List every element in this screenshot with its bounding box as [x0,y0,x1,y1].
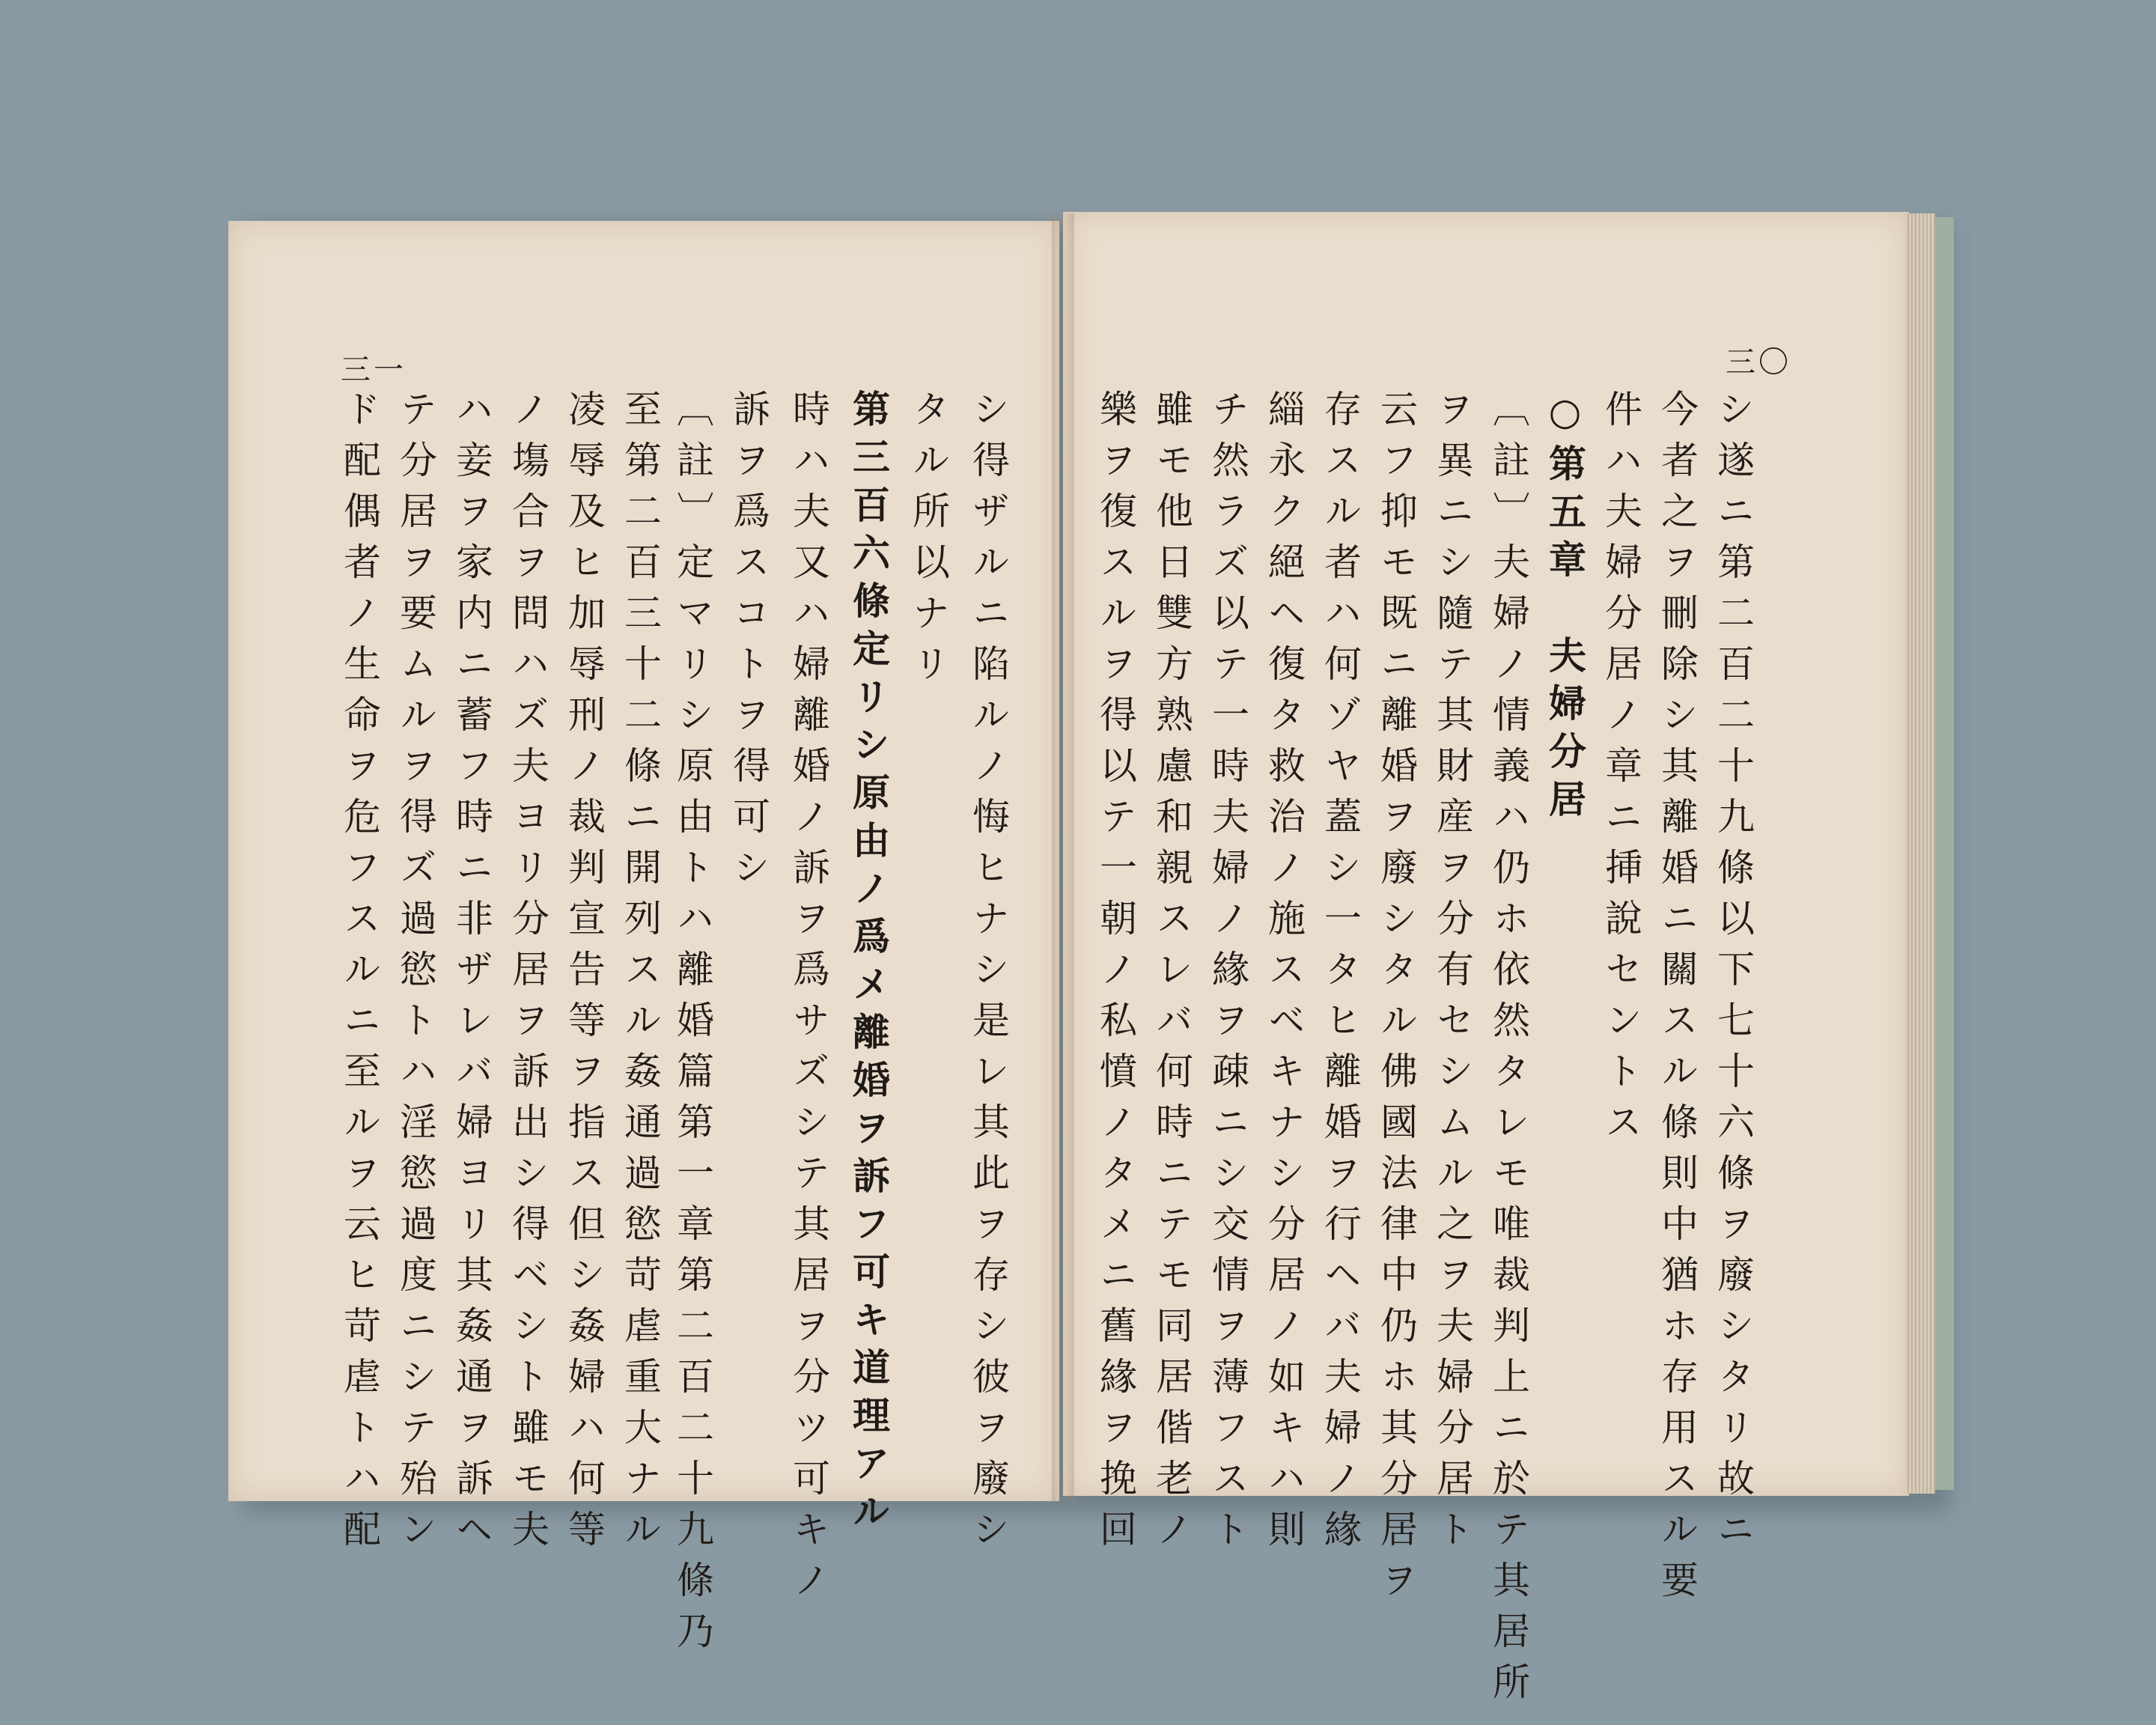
left-col-11: テ分居ヲ要ムルヲ得ズ過慾トハ淫慾過度ニシテ殆ン [394,389,437,1560]
right-col-11: 雖モ他日雙方熟慮和親スレバ何時ニテモ同居偕老ノ [1150,389,1193,1560]
left-col-5: 訴ヲ爲スコトヲ得可シ [727,389,770,898]
right-col-12: 樂ヲ復スルヲ得以テ一朝ノ私憤ノタメニ舊緣ヲ挽回 [1094,389,1137,1560]
right-col-8: 存スル者ハ何ゾヤ蓋シ一タヒ離婚ヲ行ヘバ夫婦ノ緣 [1318,389,1362,1560]
left-col-6: 〔註〕定マリシ原由トハ離婚篇第一章第二百二十九條乃 [671,389,714,1662]
right-col-7: 云フ抑モ既ニ離婚ヲ廢シタル佛國法律中仍ホ其分居ヲ [1374,389,1418,1611]
left-col-2: タル所以ナリ [907,389,950,695]
right-page-number: 三〇 [1726,345,1791,380]
right-col-9: 緇永ク絕ヘ復タ救治ノ施スベキナシ分居ノ如キハ則 [1262,389,1306,1560]
right-col-10: チ然ラズ以テ一時夫婦ノ緣ヲ疎ニシ交情ヲ薄フスト [1206,389,1249,1560]
page-edges [1905,213,1935,1494]
right-col-4: ○第五章 夫婦分居 [1543,389,1587,827]
right-col-3: 件ハ夫婦分居ノ章ニ挿說セントス [1599,389,1642,1153]
left-col-1: シ得ザルニ陷ルノ悔ヒナシ是レ其此ヲ存シ彼ヲ廢シ [966,389,1010,1560]
right-col-2: 今者之ヲ刪除シ其離婚ニ關スル條則中猶ホ存用スル要 [1655,389,1699,1611]
right-col-5: 〔註〕夫婦ノ情義ハ仍ホ依然タレモ唯裁判上ニ於テ其居所 [1487,389,1530,1713]
back-cover [1935,217,1954,1490]
left-col-12: ド配偶者ノ生命ヲ危フスルニ至ルヲ云ヒ苛虐トハ配 [338,389,381,1560]
book-gutter [1052,213,1074,1501]
left-col-8: 凌辱及ヒ加辱刑ノ裁判宣告等ヲ指ス但シ姦婦ハ何等 [562,389,606,1560]
left-col-10: ハ妾ヲ家内ニ蓄フ時ニ非ザレバ婦ヨリ其姦通ヲ訴ヘ [450,389,493,1560]
left-col-7: 至第二百三十二條ニ開列スル姦通過慾苛虐重大ナル [618,389,662,1560]
right-col-1: シ遂ニ第二百二十九條以下七十六條ヲ廢シタリ故ニ [1711,389,1755,1560]
right-col-6: ヲ異ニシ隨テ其財産ヲ分有セシムル之ヲ夫婦分居ト [1431,389,1474,1560]
left-col-4: 時ハ夫又ハ婦離婚ノ訴ヲ爲サズシテ其居ヲ分ツ可キノ [787,389,830,1611]
left-col-3: 第三百六條定リシ原由ノ爲メ離婚ヲ訴フ可キ道理アル [847,389,891,1539]
left-col-9: ノ塲合ヲ問ハズ夫ヨリ分居ヲ訴出シ得ベシト雖モ夫 [506,389,549,1560]
left-page-number: 三一 [341,353,406,387]
